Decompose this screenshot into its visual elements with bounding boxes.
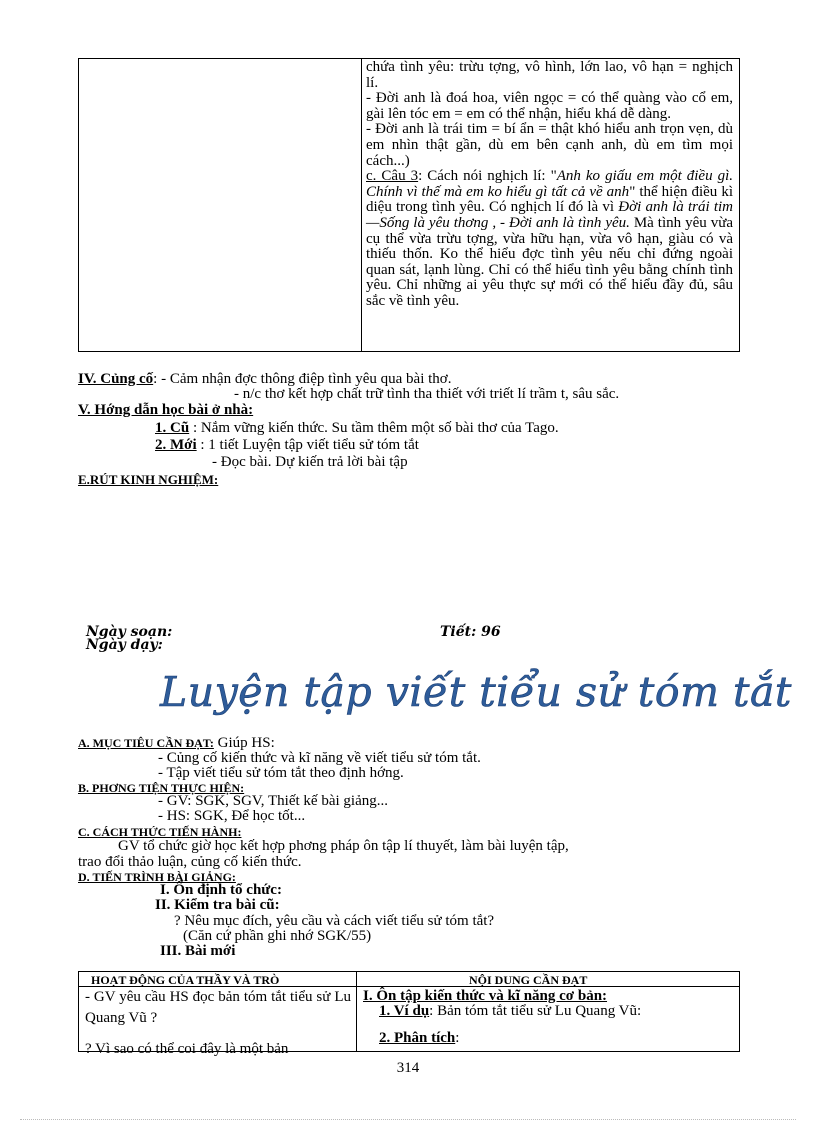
- section-b-label: B. PHƠNG TIỆN THỰC HIỆN:: [78, 781, 245, 795]
- rut-kinh-nghiem: E.RÚT KINH NGHIỆM:: [78, 472, 219, 487]
- section-a-label: A. MỤC TIÊU CẦN ĐẠT:: [78, 736, 214, 750]
- phantich-colon: :: [455, 1030, 460, 1046]
- paragraph: - Đời anh là trái tim = bí ẩn = thật khó hiểu anh trọn vẹn, dù em nhìn thật gần, dù em bên cạnh anh, dù em tìm mọi cách...): [366, 121, 733, 169]
- left-line2: ? Vì sao có thể coi đây là một bản: [85, 1041, 289, 1057]
- lesson-title: Luyện tập viết tiểu sử tóm tắt: [160, 668, 792, 716]
- vidu-label: 1. Ví dụ: [379, 1003, 430, 1019]
- cau3-text1: : Cách nói nghịch lí: ": [418, 168, 557, 185]
- section-iv-line2: - n/c thơ kết hợp chất trữ tình tha thiết với triết lí trầm t, sâu sắc.: [234, 386, 620, 402]
- section-iv-label: IV. Củng cố: [78, 371, 154, 387]
- ngay-day: Ngày dạy:: [86, 637, 163, 653]
- section-iv-line1: : - Cảm nhận đợc thông điệp tình yêu qua bài thơ.: [153, 371, 452, 387]
- footer-rule: [20, 1119, 796, 1120]
- top-table: [78, 58, 740, 352]
- section-a-item: - Tập viết tiểu sử tóm tắt theo định hớng.: [158, 765, 404, 781]
- section-d-item2: II. Kiểm tra bài cũ:: [155, 897, 280, 913]
- section-a-item: - Củng cố kiến thức và kĩ năng về viết tiểu sử tóm tắt.: [158, 750, 481, 766]
- cau3-quote: Anh ko giấu em một điều gì. Chính vì thế mà em ko hiểu gì tất cả về anh: [366, 168, 733, 200]
- section-c-line1: GV tổ chức giờ học kết hợp phơng pháp ôn tập lí thuyết, làm bài luyện tập,: [118, 838, 569, 854]
- section-d-question: ? Nêu mục đích, yêu cầu và cách viết tiểu sử tóm tắt?: [174, 913, 495, 929]
- cau3-text3: Mà tình yêu vừa cụ thể vừa trừu tợng, vừa hữu hạn, vừa vô hạn, giàu có và thiếu thốn. Ko thể hiểu đợc tình yêu nếu chỉ đứng ngoài quan sát, lạnh lùng. Chỉ có thể hiểu tình yêu bằng chính tình yêu. Chỉ những ai yêu thực sự mới có thể hiểu đầy đủ, sâu sắc về tình yêu.: [366, 214, 733, 309]
- cau3-label: c. Câu 3: [366, 168, 419, 185]
- page-number: 314: [396, 1060, 420, 1076]
- section-v-moi-text2: - Đọc bài. Dự kiến trả lời bài tập: [212, 454, 408, 470]
- bottom-table: [78, 971, 740, 1057]
- section-a-intro: Giúp HS:: [213, 735, 275, 751]
- header-left: HOẠT ĐỘNG CỦA THẦY VÀ TRÒ: [91, 973, 280, 987]
- section-d-item1: I. Ổn định tổ chức:: [160, 882, 282, 898]
- right-vidu: [363, 1001, 735, 1022]
- header-right: NỘI DUNG CẦN ĐẠT: [469, 973, 588, 987]
- cau3-text2: " thể hiện điều kì diệu trong tình yêu. Có nghịch lí đó là vì: [366, 183, 733, 216]
- table-divider: [361, 59, 362, 351]
- section-c-label: C. CÁCH THỨC TIẾN HÀNH:: [78, 825, 242, 839]
- paragraph: - Đời anh là đoá hoa, viên ngọc = có thể quàng vào cổ em, gài lên tóc em = em có thể nhận, hiểu khá dễ dàng.: [366, 90, 733, 122]
- table-right-cell: [366, 60, 733, 310]
- moi-label: 2. Mới: [155, 437, 197, 453]
- section-d-label: D. TIẾN TRÌNH BÀI GIẢNG:: [78, 870, 236, 884]
- section-v-moi: [155, 437, 419, 453]
- paragraph-cau3: [366, 169, 733, 309]
- section-c-line2: trao đổi thảo luận, củng cố kiến thức.: [78, 854, 302, 870]
- right-cell: [363, 986, 735, 1049]
- cau3-italic2: Đời anh là trái tim —Sống là yêu thơng , - Đời anh là tình yêu.: [366, 199, 734, 231]
- vidu-text: : Bản tóm tắt tiểu sử Lu Quang Vũ:: [429, 1003, 642, 1019]
- phantich-label: 2. Phân tích: [379, 1030, 456, 1046]
- section-a: [78, 735, 275, 751]
- section-b-item: - HS: SGK, Để học tốt...: [158, 808, 306, 824]
- paragraph: chứa tình yêu: trừu tợng, vô hình, lớn lao, vô hạn = nghịch lí.: [366, 59, 733, 91]
- tiet: Tiết: 96: [440, 624, 501, 640]
- section-d-note: (Căn cứ phần ghi nhớ SGK/55): [183, 928, 372, 944]
- section-d-item3: III. Bài mới: [160, 943, 236, 959]
- moi-text: : 1 tiết Luyện tập viết tiểu sử tóm tắt: [196, 437, 419, 453]
- section-v-label: V. Hớng dẫn học bài ở nhà:: [78, 402, 254, 418]
- right-phantich: [363, 1028, 735, 1049]
- section-b-item: - GV: SGK, SGV, Thiết kế bài giảng...: [158, 793, 388, 809]
- ngay-soan: Ngày soạn:: [86, 624, 173, 640]
- left-cell: [85, 987, 351, 1060]
- cu-text: : Nắm vững kiến thức. Su tầm thêm một số bài thơ của Tago.: [189, 420, 559, 436]
- section-iv: [78, 371, 451, 387]
- cu-label: 1. Cũ: [155, 420, 190, 436]
- right-heading: I. Ôn tập kiến thức và kĩ năng cơ bản:: [363, 988, 608, 1004]
- table-divider: [356, 972, 357, 1051]
- section-v-cu: [155, 420, 559, 436]
- left-line1: - GV yêu cầu HS đọc bản tóm tắt tiểu sử Lu Quang Vũ ?: [85, 989, 351, 1026]
